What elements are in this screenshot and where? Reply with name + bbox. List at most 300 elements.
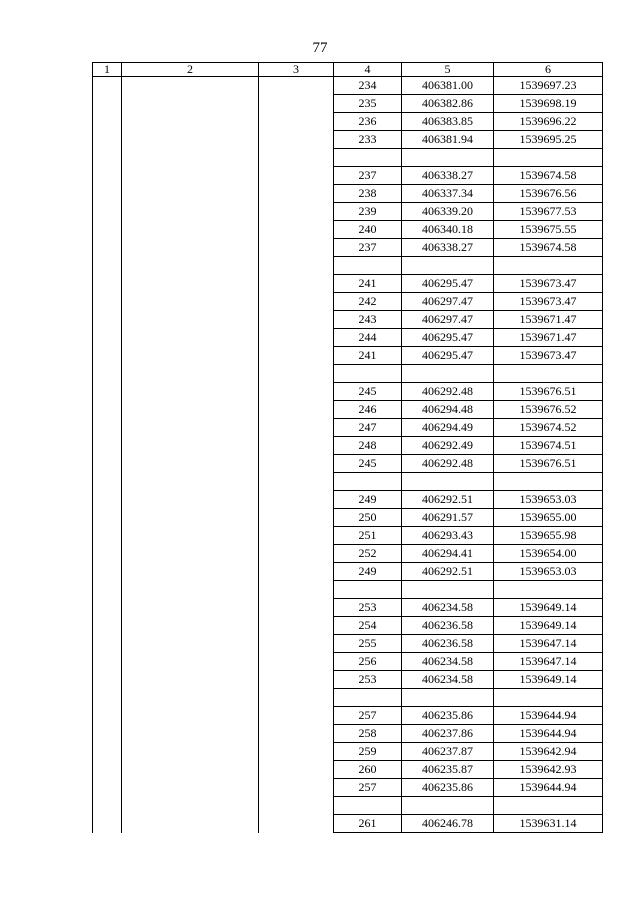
empty-cell-col-1 [93, 257, 122, 275]
point-number-cell: 236 [334, 113, 402, 131]
y-coordinate-cell [494, 365, 603, 383]
table-row [93, 599, 603, 617]
empty-cell-col-1 [93, 599, 122, 617]
empty-cell-col-2 [122, 275, 259, 293]
empty-cell-col-2 [122, 473, 259, 491]
y-coordinate-cell: 1539649.14 [494, 599, 603, 617]
table-row [93, 383, 603, 401]
x-coordinate-cell: 406234.58 [402, 653, 494, 671]
point-number-cell: 242 [334, 293, 402, 311]
y-coordinate-cell: 1539671.47 [494, 329, 603, 347]
empty-cell-col-2 [122, 761, 259, 779]
empty-cell-col-1 [93, 311, 122, 329]
empty-cell-col-3 [259, 77, 334, 95]
empty-cell-col-2 [122, 149, 259, 167]
empty-cell-col-3 [259, 167, 334, 185]
point-number-cell: 245 [334, 455, 402, 473]
empty-cell-col-1 [93, 725, 122, 743]
x-coordinate-cell: 406236.58 [402, 617, 494, 635]
table-row [93, 419, 603, 437]
table-row [93, 725, 603, 743]
x-coordinate-cell: 406235.86 [402, 779, 494, 797]
table-row [93, 635, 603, 653]
x-coordinate-cell: 406383.85 [402, 113, 494, 131]
empty-cell-col-2 [122, 77, 259, 95]
empty-cell-col-1 [93, 779, 122, 797]
point-number-cell: 241 [334, 275, 402, 293]
x-coordinate-cell: 406292.49 [402, 437, 494, 455]
table-row [93, 455, 603, 473]
empty-cell-col-2 [122, 563, 259, 581]
y-coordinate-cell: 1539647.14 [494, 635, 603, 653]
empty-cell-col-3 [259, 455, 334, 473]
y-coordinate-cell: 1539696.22 [494, 113, 603, 131]
empty-cell-col-3 [259, 149, 334, 167]
y-coordinate-cell: 1539676.52 [494, 401, 603, 419]
y-coordinate-cell: 1539653.03 [494, 563, 603, 581]
x-coordinate-cell: 406292.51 [402, 563, 494, 581]
y-coordinate-cell: 1539671.47 [494, 311, 603, 329]
point-number-cell [334, 365, 402, 383]
x-coordinate-cell [402, 581, 494, 599]
point-number-cell: 240 [334, 221, 402, 239]
point-number-cell: 253 [334, 599, 402, 617]
table-body [93, 77, 603, 833]
y-coordinate-cell: 1539644.94 [494, 707, 603, 725]
table-row [93, 77, 603, 95]
empty-cell-col-2 [122, 509, 259, 527]
empty-cell-col-3 [259, 599, 334, 617]
empty-cell-col-1 [93, 743, 122, 761]
x-coordinate-cell: 406292.48 [402, 383, 494, 401]
table-row [93, 257, 603, 275]
empty-cell-col-1 [93, 581, 122, 599]
empty-cell-col-2 [122, 725, 259, 743]
y-coordinate-cell: 1539631.14 [494, 815, 603, 833]
empty-cell-col-2 [122, 95, 259, 113]
empty-cell-col-1 [93, 761, 122, 779]
empty-cell-col-2 [122, 779, 259, 797]
y-coordinate-cell: 1539642.93 [494, 761, 603, 779]
table-row [93, 221, 603, 239]
empty-cell-col-1 [93, 707, 122, 725]
x-coordinate-cell: 406294.41 [402, 545, 494, 563]
empty-cell-col-2 [122, 167, 259, 185]
point-number-cell: 241 [334, 347, 402, 365]
table-row [93, 113, 603, 131]
empty-cell-col-3 [259, 311, 334, 329]
empty-cell-col-2 [122, 257, 259, 275]
empty-cell-col-2 [122, 455, 259, 473]
empty-cell-col-3 [259, 491, 334, 509]
empty-cell-col-1 [93, 239, 122, 257]
table-row [93, 293, 603, 311]
empty-cell-col-3 [259, 257, 334, 275]
empty-cell-col-3 [259, 725, 334, 743]
point-number-cell: 246 [334, 401, 402, 419]
table-row [93, 545, 603, 563]
point-number-cell: 234 [334, 77, 402, 95]
y-coordinate-cell: 1539655.98 [494, 527, 603, 545]
empty-cell-col-3 [259, 275, 334, 293]
empty-cell-col-2 [122, 635, 259, 653]
table-row [93, 437, 603, 455]
table-row [93, 365, 603, 383]
y-coordinate-cell: 1539674.58 [494, 239, 603, 257]
table-row [93, 581, 603, 599]
table-row [93, 491, 603, 509]
empty-cell-col-3 [259, 203, 334, 221]
empty-cell-col-3 [259, 473, 334, 491]
point-number-cell [334, 257, 402, 275]
empty-cell-col-3 [259, 383, 334, 401]
x-coordinate-cell: 406236.58 [402, 635, 494, 653]
point-number-cell: 260 [334, 761, 402, 779]
empty-cell-col-2 [122, 419, 259, 437]
empty-cell-col-1 [93, 545, 122, 563]
empty-cell-col-2 [122, 185, 259, 203]
y-coordinate-cell: 1539673.47 [494, 275, 603, 293]
x-coordinate-cell: 406237.86 [402, 725, 494, 743]
point-number-cell: 251 [334, 527, 402, 545]
empty-cell-col-3 [259, 635, 334, 653]
y-coordinate-cell: 1539673.47 [494, 293, 603, 311]
x-coordinate-cell: 406339.20 [402, 203, 494, 221]
point-number-cell: 259 [334, 743, 402, 761]
empty-cell-col-1 [93, 635, 122, 653]
empty-cell-col-3 [259, 689, 334, 707]
empty-cell-col-3 [259, 401, 334, 419]
x-coordinate-cell: 406294.49 [402, 419, 494, 437]
point-number-cell: 239 [334, 203, 402, 221]
point-number-cell: 257 [334, 707, 402, 725]
x-coordinate-cell [402, 257, 494, 275]
empty-cell-col-3 [259, 527, 334, 545]
empty-cell-col-2 [122, 401, 259, 419]
empty-cell-col-1 [93, 653, 122, 671]
table-row [93, 761, 603, 779]
empty-cell-col-3 [259, 707, 334, 725]
empty-cell-col-1 [93, 617, 122, 635]
empty-cell-col-3 [259, 131, 334, 149]
empty-cell-col-1 [93, 113, 122, 131]
x-coordinate-cell: 406235.86 [402, 707, 494, 725]
y-coordinate-cell: 1539644.94 [494, 725, 603, 743]
table-row [93, 203, 603, 221]
x-coordinate-cell: 406234.58 [402, 599, 494, 617]
empty-cell-col-3 [259, 95, 334, 113]
x-coordinate-cell: 406234.58 [402, 671, 494, 689]
empty-cell-col-2 [122, 437, 259, 455]
x-coordinate-cell: 406295.47 [402, 347, 494, 365]
x-coordinate-cell: 406297.47 [402, 293, 494, 311]
x-coordinate-cell: 406291.57 [402, 509, 494, 527]
header-row [93, 63, 603, 77]
x-coordinate-cell: 406340.18 [402, 221, 494, 239]
y-coordinate-cell: 1539654.00 [494, 545, 603, 563]
table-row [93, 329, 603, 347]
point-number-cell [334, 581, 402, 599]
empty-cell-col-3 [259, 653, 334, 671]
x-coordinate-cell: 406292.51 [402, 491, 494, 509]
point-number-cell: 238 [334, 185, 402, 203]
table-row [93, 671, 603, 689]
empty-cell-col-3 [259, 437, 334, 455]
table-row [93, 563, 603, 581]
empty-cell-col-3 [259, 545, 334, 563]
x-coordinate-cell [402, 473, 494, 491]
y-coordinate-cell: 1539674.52 [494, 419, 603, 437]
empty-cell-col-2 [122, 329, 259, 347]
point-number-cell [334, 149, 402, 167]
table-row [93, 239, 603, 257]
empty-cell-col-2 [122, 527, 259, 545]
empty-cell-col-2 [122, 365, 259, 383]
page-number: 77 [312, 40, 328, 56]
empty-cell-col-1 [93, 203, 122, 221]
y-coordinate-cell: 1539676.51 [494, 383, 603, 401]
table-row [93, 95, 603, 113]
x-coordinate-cell: 406382.86 [402, 95, 494, 113]
empty-cell-col-1 [93, 509, 122, 527]
x-coordinate-cell: 406295.47 [402, 329, 494, 347]
empty-cell-col-1 [93, 329, 122, 347]
table-row [93, 167, 603, 185]
empty-cell-col-3 [259, 419, 334, 437]
empty-cell-col-1 [93, 95, 122, 113]
empty-cell-col-3 [259, 743, 334, 761]
empty-cell-col-1 [93, 815, 122, 833]
column-header-1: 1 [93, 63, 122, 77]
point-number-cell: 249 [334, 563, 402, 581]
point-number-cell: 235 [334, 95, 402, 113]
y-coordinate-cell [494, 473, 603, 491]
empty-cell-col-3 [259, 347, 334, 365]
empty-cell-col-1 [93, 401, 122, 419]
empty-cell-col-2 [122, 239, 259, 257]
empty-cell-col-1 [93, 419, 122, 437]
empty-cell-col-3 [259, 239, 334, 257]
x-coordinate-cell [402, 797, 494, 815]
empty-cell-col-1 [93, 797, 122, 815]
empty-cell-col-3 [259, 293, 334, 311]
empty-cell-col-2 [122, 689, 259, 707]
point-number-cell: 253 [334, 671, 402, 689]
y-coordinate-cell: 1539695.25 [494, 131, 603, 149]
x-coordinate-cell [402, 689, 494, 707]
empty-cell-col-1 [93, 167, 122, 185]
column-header-6: 6 [494, 63, 603, 77]
x-coordinate-cell: 406292.48 [402, 455, 494, 473]
empty-cell-col-2 [122, 131, 259, 149]
point-number-cell: 254 [334, 617, 402, 635]
y-coordinate-cell [494, 797, 603, 815]
x-coordinate-cell [402, 365, 494, 383]
point-number-cell: 258 [334, 725, 402, 743]
point-number-cell: 252 [334, 545, 402, 563]
y-coordinate-cell: 1539675.55 [494, 221, 603, 239]
y-coordinate-cell: 1539677.53 [494, 203, 603, 221]
table-row [93, 617, 603, 635]
x-coordinate-cell: 406235.87 [402, 761, 494, 779]
y-coordinate-cell [494, 689, 603, 707]
x-coordinate-cell: 406246.78 [402, 815, 494, 833]
empty-cell-col-2 [122, 815, 259, 833]
empty-cell-col-2 [122, 653, 259, 671]
x-coordinate-cell: 406293.43 [402, 527, 494, 545]
table-row [93, 779, 603, 797]
empty-cell-col-1 [93, 293, 122, 311]
y-coordinate-cell [494, 149, 603, 167]
table-row [93, 797, 603, 815]
empty-cell-col-3 [259, 581, 334, 599]
empty-cell-col-2 [122, 743, 259, 761]
table-row [93, 473, 603, 491]
x-coordinate-cell: 406295.47 [402, 275, 494, 293]
empty-cell-col-3 [259, 779, 334, 797]
y-coordinate-cell: 1539644.94 [494, 779, 603, 797]
empty-cell-col-2 [122, 311, 259, 329]
x-coordinate-cell: 406237.87 [402, 743, 494, 761]
y-coordinate-cell: 1539655.00 [494, 509, 603, 527]
empty-cell-col-3 [259, 815, 334, 833]
empty-cell-col-3 [259, 365, 334, 383]
table-row [93, 527, 603, 545]
point-number-cell: 250 [334, 509, 402, 527]
x-coordinate-cell: 406338.27 [402, 167, 494, 185]
y-coordinate-cell: 1539653.03 [494, 491, 603, 509]
table-row [93, 185, 603, 203]
table-row [93, 149, 603, 167]
y-coordinate-cell: 1539642.94 [494, 743, 603, 761]
empty-cell-col-3 [259, 797, 334, 815]
y-coordinate-cell: 1539697.23 [494, 77, 603, 95]
empty-cell-col-3 [259, 671, 334, 689]
empty-cell-col-2 [122, 545, 259, 563]
empty-cell-col-2 [122, 383, 259, 401]
empty-cell-col-3 [259, 509, 334, 527]
empty-cell-col-2 [122, 671, 259, 689]
column-header-2: 2 [122, 63, 259, 77]
y-coordinate-cell: 1539674.51 [494, 437, 603, 455]
point-number-cell: 245 [334, 383, 402, 401]
point-number-cell: 248 [334, 437, 402, 455]
y-coordinate-cell: 1539674.58 [494, 167, 603, 185]
table-row [93, 743, 603, 761]
point-number-cell: 243 [334, 311, 402, 329]
y-coordinate-cell: 1539676.51 [494, 455, 603, 473]
point-number-cell: 247 [334, 419, 402, 437]
y-coordinate-cell: 1539649.14 [494, 617, 603, 635]
point-number-cell: 237 [334, 239, 402, 257]
empty-cell-col-2 [122, 581, 259, 599]
empty-cell-col-1 [93, 671, 122, 689]
y-coordinate-cell: 1539698.19 [494, 95, 603, 113]
empty-cell-col-1 [93, 77, 122, 95]
table-row [93, 509, 603, 527]
x-coordinate-cell: 406297.47 [402, 311, 494, 329]
empty-cell-col-1 [93, 473, 122, 491]
point-number-cell: 257 [334, 779, 402, 797]
empty-cell-col-3 [259, 113, 334, 131]
x-coordinate-cell [402, 149, 494, 167]
empty-cell-col-2 [122, 221, 259, 239]
y-coordinate-cell: 1539676.56 [494, 185, 603, 203]
x-coordinate-cell: 406337.34 [402, 185, 494, 203]
empty-cell-col-2 [122, 491, 259, 509]
empty-cell-col-1 [93, 275, 122, 293]
empty-cell-col-1 [93, 185, 122, 203]
y-coordinate-cell: 1539649.14 [494, 671, 603, 689]
empty-cell-col-2 [122, 797, 259, 815]
table-row [93, 689, 603, 707]
empty-cell-col-3 [259, 221, 334, 239]
empty-cell-col-1 [93, 131, 122, 149]
x-coordinate-cell: 406381.00 [402, 77, 494, 95]
point-number-cell [334, 689, 402, 707]
x-coordinate-cell: 406294.48 [402, 401, 494, 419]
point-number-cell: 237 [334, 167, 402, 185]
empty-cell-col-1 [93, 437, 122, 455]
empty-cell-col-1 [93, 491, 122, 509]
point-number-cell: 249 [334, 491, 402, 509]
empty-cell-col-1 [93, 365, 122, 383]
empty-cell-col-2 [122, 599, 259, 617]
point-number-cell: 255 [334, 635, 402, 653]
point-number-cell: 256 [334, 653, 402, 671]
table-row [93, 653, 603, 671]
table-row [93, 707, 603, 725]
empty-cell-col-1 [93, 689, 122, 707]
y-coordinate-cell: 1539673.47 [494, 347, 603, 365]
empty-cell-col-3 [259, 761, 334, 779]
empty-cell-col-1 [93, 455, 122, 473]
x-coordinate-cell: 406338.27 [402, 239, 494, 257]
empty-cell-col-1 [93, 149, 122, 167]
y-coordinate-cell: 1539647.14 [494, 653, 603, 671]
point-number-cell [334, 797, 402, 815]
column-header-5: 5 [402, 63, 494, 77]
empty-cell-col-3 [259, 185, 334, 203]
y-coordinate-cell [494, 581, 603, 599]
x-coordinate-cell: 406381.94 [402, 131, 494, 149]
empty-cell-col-2 [122, 203, 259, 221]
point-number-cell [334, 473, 402, 491]
table-row [93, 131, 603, 149]
empty-cell-col-1 [93, 383, 122, 401]
y-coordinate-cell [494, 257, 603, 275]
table-row [93, 347, 603, 365]
point-number-cell: 233 [334, 131, 402, 149]
empty-cell-col-1 [93, 221, 122, 239]
empty-cell-col-3 [259, 563, 334, 581]
table-row [93, 815, 603, 833]
empty-cell-col-2 [122, 347, 259, 365]
empty-cell-col-1 [93, 527, 122, 545]
table-row [93, 401, 603, 419]
empty-cell-col-2 [122, 293, 259, 311]
table-row [93, 275, 603, 293]
empty-cell-col-1 [93, 563, 122, 581]
point-number-cell: 244 [334, 329, 402, 347]
empty-cell-col-2 [122, 707, 259, 725]
empty-cell-col-3 [259, 617, 334, 635]
empty-cell-col-2 [122, 617, 259, 635]
empty-cell-col-3 [259, 329, 334, 347]
column-header-4: 4 [334, 63, 402, 77]
empty-cell-col-2 [122, 113, 259, 131]
column-header-3: 3 [259, 63, 334, 77]
